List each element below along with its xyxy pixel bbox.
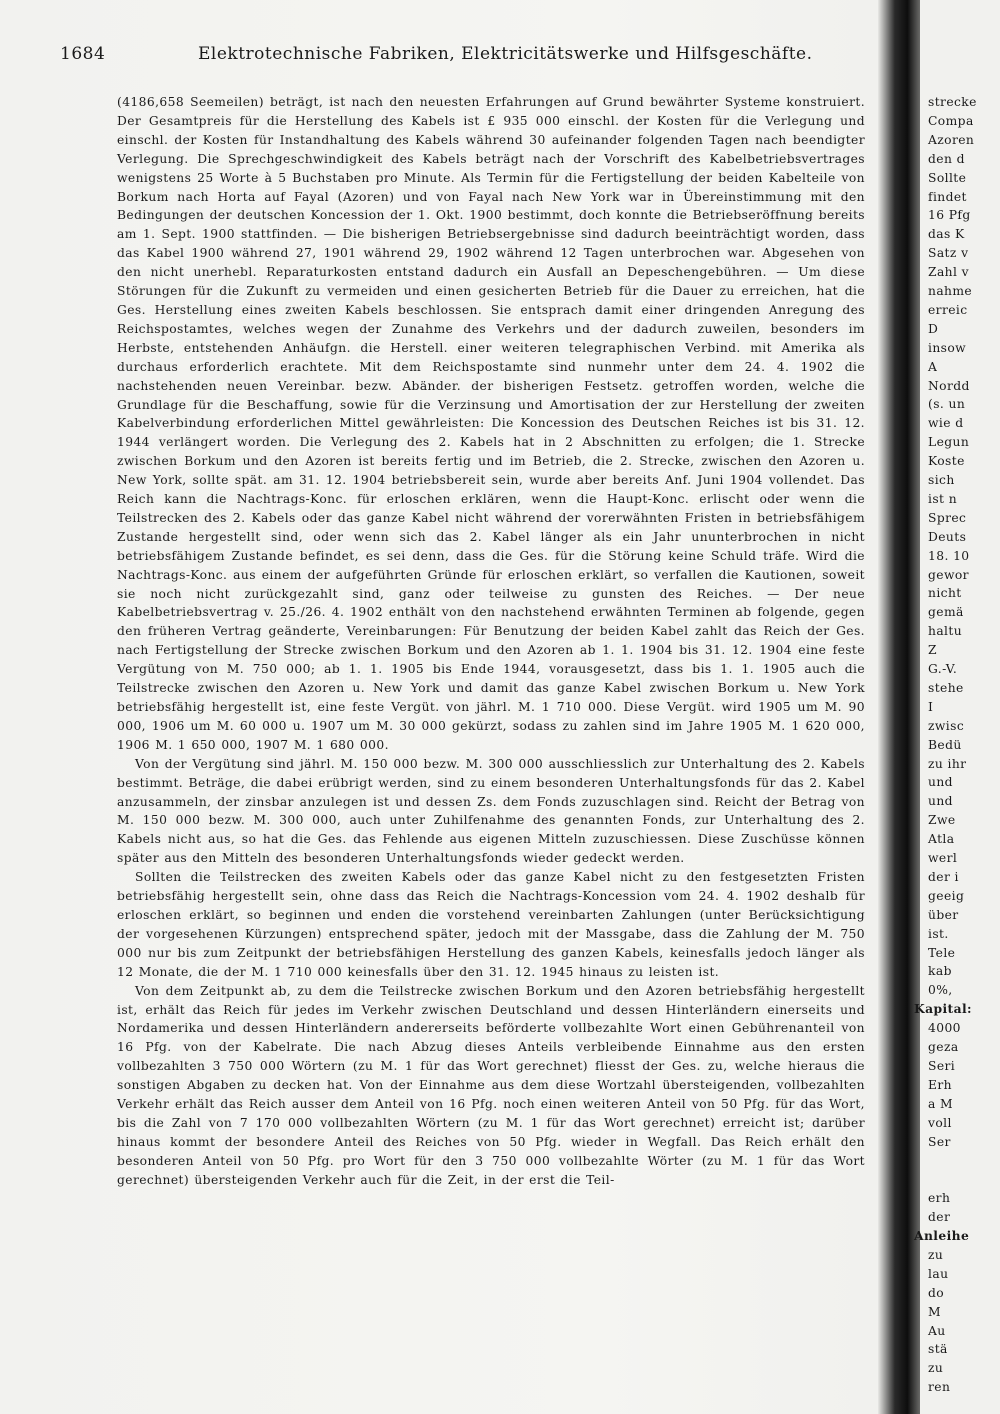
right-page-fragment: 18. 10 [928,548,970,563]
right-page-fragment: Deuts [928,529,967,544]
right-page-fragment: a M [928,1096,954,1111]
right-page-fragment: den d [928,151,965,166]
right-page-fragment: geza [928,1040,959,1054]
right-page-fragment: gewor [928,567,969,582]
right-page-fragment: do [928,1285,945,1300]
right-page-fragment: werl [928,851,958,865]
right-page-fragment: Bedü [928,737,962,752]
right-page-fragment: Nordd [928,378,970,393]
right-page-fragment: Tele [928,945,956,960]
right-page-fragment: A [928,359,938,374]
right-page-fragment: Zahl v [928,265,969,280]
right-page-fragment: stä [928,1342,948,1357]
right-page-fragment: G.-V. [928,662,958,676]
right-page-fragment: Koste [928,454,965,469]
running-title: Elektrotechnische Fabriken, Elektricitätswerke und Hilfsgeschäfte. [198,44,813,64]
right-page-fragment: Au [928,1323,946,1338]
right-page-fragment: und [928,775,953,790]
right-page-fragment: 16 Pfg [928,208,971,223]
right-page-fragment: erh [928,1191,951,1206]
right-page-fragment: Z [928,643,937,658]
page-number: 1684 [60,44,106,64]
paragraph: (4186,658 Seemeilen) beträgt, ist nach den neuesten Erfahrungen auf Grund bewährter Systeme konstruiert. Der Gesamtpreis für die Herstellung des Kabels ist £ 935 000 einschl. der Kosten für die Verlegung und einschl. der Kosten für Instandhaltung des Kabels während 30 aufeinander folgenden Tagen nach beendigter Verlegung. Die Sprechgeschwindigkeit des Kabels beträgt nach der Vorschrift des Kabelbetriebsvertrages wenigstens 25 Worte à 5 Buchstaben pro Minute. Als Termin für die Fertigstellung der beiden Kabelteile von Borkum nach Horta auf Fayal (Azoren) und von Fayal nach New York war in Übereinstimmung mit den Bedingungen der deutschen Koncession der 1. Okt. 1900 bestimmt, doch konnte die Betriebseröffnung bereits am 1. Sept. 1900 stattfinden. — Die bisherigen Betriebsergebnisse sind dadurch beeinträchtigt worden, dass das Kabel 1900 während 27, 1901 während 29, 1902 während 12 Tagen unterbrochen war. Abgesehen von den nicht unerhebl. Reparaturkosten entstand dadurch ein Ausfall an Depeschengebühren. — Um diese Störungen für die Zukunft zu vermeiden und einen gesicherten Betrieb für die Dauer zu erreichen, hat die Ges. Herstellung eines zweiten Kabels beschlossen. Sie entsprach damit einer dringenden Anregung des Reichspostamtes, welches wegen der Zunahme des Verkehrs und der dadurch zuweilen, besonders im Herbste, entstehenden Anhäufgn. die Herstell. einer weiteren telegraphischen Verbind. mit Amerika als durchaus erforderlich erachtete. Mit dem Reichspostamte sind nunmehr unter dem 24. 4. 1902 die nachstehenden neuen Vereinbar. bezw. Abänder. der bisherigen Festsetz. getroffen worden, welche die Grundlage für die Beschaffung, sowie für die Verzinsung und Amortisation der zur Herstellung der zweiten Kabelverbindung erforderlichen Mittel gewährleisten: Die Koncession des Deutschen Reiches ist bis 31. 12. 1944 verlängert worden. Die Verlegung des 2. Kabels hat in 2 Abschnitten zu erfolgen; die 1. Strecke zwischen Borkum und den Azoren ist bereits fertig und im Betrieb, die 2. Strecke, zwischen den Azoren u. New York, sollte spät. am 31. 12. 1904 betriebsbereit sein, wurde aber bereits Anf. Juni 1904 vollendet. Das Reich kann die Nachtrags-Konc. für erloschen erklären, wenn die Haupt-Konc. erlischt oder wenn die Teilstrecken des 2. Kabels oder das ganze Kabel nicht während der vorerwähnten Fristen in betriebsfähigem Zustande hergestellt sind, oder wenn sich das 2. Kabel länger als ein Jahr ununterbrochen in nicht betriebsfähigem Zustande befindet, es sei denn, dass die Ges. für die Störung keine Schuld träfe. Wird die Nachtrags-Konc. aus einem der aufgeführten Gründe für erloschen erklärt, so verfallen die Kautionen, soweit sie noch nicht zurückgezahlt sind, ganz oder teilweise zu gunsten des Reiches. — Der neue Kabelbetriebsvertrag v. 25./26. 4. 1902 enthält von den nachstehend erwähnten Terminen ab folgende, gegen den früheren Vertrag geänderte, Vereinbarungen: Für Benutzung der beiden Kabel zahlt das Reich der Ges. nach Fertigstellung der Strecke zwischen Borkum und den Azoren ab 1. 1. 1904 bis 31. 12. 1904 eine feste Vergütung von M. 750 000; ab 1. 1. 1905 bis Ende 1944, vorausgesetzt, dass bis 1. 1. 1905 auch die Teilstrecke zwischen den Azoren u. New York und damit das ganze Kabel zwischen Borkum u. New York betriebsfähig hergestellt ist, eine feste Vergüt. von jährl. M. 1 710 000. Diese Vergüt. wird 1905 um M. 90 000, 1906 um M. 60 000 u. 1907 um M. 30 000 gekürzt, sodass zu zahlen sind im Jahre 1905 M. 1 620 000, 1906 M. 1 650 000, 1907 M. 1 680 000. [117,95,865,752]
right-page-fragment: Sprec [928,510,967,525]
right-page-fragment: und [928,794,953,809]
right-page-fragment: insow [928,340,967,355]
right-page-fragment: geeig [928,888,965,903]
adjacent-page-edge [914,0,1000,1414]
right-page-fragment: ren [928,1380,951,1395]
right-page-fragment: M [928,1304,941,1319]
paragraph: Von dem Zeitpunkt ab, zu dem die Teilstrecke zwischen Borkum und den Azoren betriebsfähig hergestellt ist, erhält das Reich für jedes im Verkehr zwischen Deutschland und dessen Hinterländern einerseits und Nordamerika und dessen Hinterländern andererseits beförderte vollbezahlte Wort einen Gebührenanteil von 16 Pfg. von der Kabelrate. Die nach Abzug dieses Anteils verbleibende Einnahme aus den ersten vollbezahlten 3 750 000 Wörtern (zu M. 1 für das Wort gerechnet) fliesst der Ges. zu, welche hieraus die sonstigen Abgaben zu decken hat. Von der Einnahme aus dem diese Wortzahl übersteigenden, vollbezahlten Verkehr erhält das Reich ausser dem Anteil von 16 Pfg. noch einen weiteren Anteil von 50 Pfg. für das Wort, bis die Zahl von 7 170 000 vollbezahlten Wörtern (zu M. 1 für das Wort gerechnet) erreicht ist; darüber hinaus kommt der besondere Anteil des Reiches von 50 Pfg. wieder in Wegfall. Das Reich erhält den besonderen Anteil von 50 Pfg. pro Wort für den 3 750 000 vollbezahlte Wörter (zu M. 1 für das Wort gerechnet) übersteigenden Verkehr auch für die Zeit, in der erst die Teil- [117,983,865,1187]
right-page-fragment: Erh [928,1077,952,1092]
right-page-fragment: I [928,699,934,714]
right-page-fragment: Legun [928,435,970,450]
right-page-fragment: voll [928,1115,952,1130]
right-page-fragment: (s. un [928,397,966,412]
right-page-fragment: strecke [928,95,977,109]
right-page-fragment: Zwe [928,813,956,828]
right-page-fragment: Seri [928,1058,956,1073]
right-page-fragment: findet [928,189,967,204]
paragraph: Von der Vergütung sind jährl. M. 150 000 bezw. M. 300 000 ausschliesslich zur Unterhaltung des 2. Kabels bestimmt. Beträge, die dabei erübrigt werden, sind zu einem besonderen Unterhaltungsfonds für das 2. Kabel anzusammeln, der zinsbar anzulegen ist und dessen Zs. dem Fonds zuzuschlagen sind. Reicht der Betrag von M. 150 000 bezw. M. 300 000, auch unter Zuhilfenahme des genannten Fonds, zur Unterhaltung des 2. Kabels nicht aus, so hat die Ges. das Fehlende aus eigenen Mitteln zuzuschiessen. Diese Zuschüsse können später aus den Mitteln des besonderen Unterhaltungsfonds wieder gedeckt werden. [117,756,865,866]
right-page-fragment: kab [928,964,952,979]
right-page-fragment: Atla [928,832,955,847]
right-page-fragment: der i [928,869,959,884]
right-page-fragment: wie d [928,416,964,431]
right-page-fragment: zwisc [928,718,965,733]
right-page-fragment: haltu [928,624,963,639]
right-page-fragment: zu [928,1361,944,1376]
book-gutter [878,0,920,1414]
right-page-fragment: erreic [928,302,968,317]
right-page-fragment: Ser [928,1134,951,1149]
right-page-fragment: der [928,1210,951,1225]
main-text-column [117,93,865,1190]
right-page-fragment: das K [928,227,965,242]
right-page-fragment: nicht [928,586,962,601]
right-page-fragment: ist n [928,491,958,506]
right-page-fragment: Kapital: [914,1001,972,1017]
right-page-fragment: stehe [928,680,964,695]
right-page-fragment: Satz v [928,246,969,261]
right-page-fragment: zu [928,1247,944,1262]
right-page-fragment: Anleihe [914,1228,970,1243]
right-page-fragment: 0%, [928,983,953,998]
right-page-fragment: ist. [928,926,949,941]
right-page-fragment: Azoren [928,132,975,147]
right-page-fragment: nahme [928,284,973,298]
right-page-fragment: zu ihr [928,756,967,771]
right-page-fragment: Compa [928,113,974,128]
right-page-fragment: Sollte [928,170,967,185]
right-page-fragment: 4000 [928,1021,961,1036]
paragraph: Sollten die Teilstrecken des zweiten Kabels oder das ganze Kabel nicht zu den festgesetzten Fristen betriebsfähig hergestellt sein, ohne dass das Reich die Nachtrags-Koncession vom 24. 4. 1902 deshalb für erloschen erklärt, so beginnen und enden die vorstehend vereinbarten Zahlungen (unter Berücksichtigung der vorgesehenen Kürzungen) entsprechend später, jedoch mit der Massgabe, dass die Zahlung der M. 750 000 nur bis zum Zeitpunkt der betriebsfähigen Herstellung des ganzen Kabels, keinesfalls jedoch länger als 12 Monate, die der M. 1 710 000 keinesfalls über den 31. 12. 1945 hinaus zu leisten ist. [117,870,865,979]
right-page-fragment: gemä [928,605,964,620]
right-page-fragment: über [928,907,959,922]
right-page-fragment: lau [928,1266,949,1281]
right-page-fragment: D [928,321,939,336]
right-page-fragment: sich [928,473,955,487]
